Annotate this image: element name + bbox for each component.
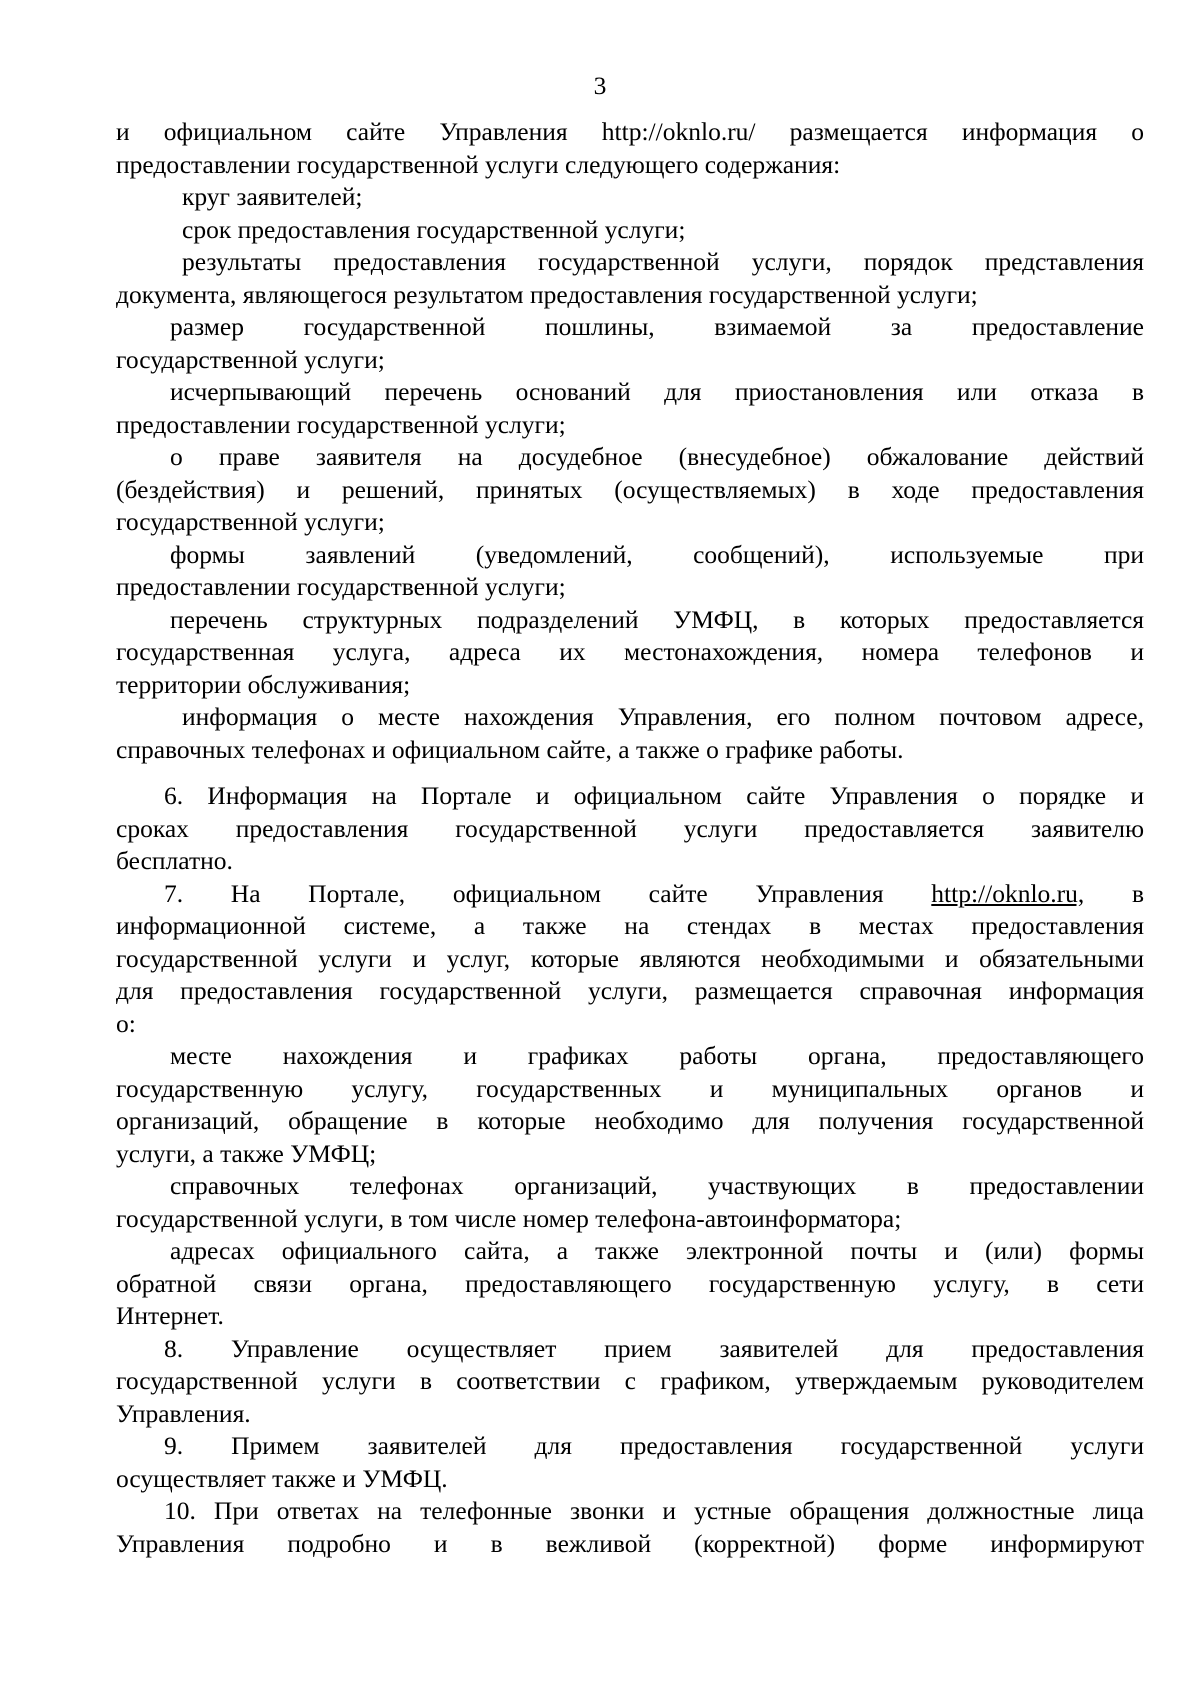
text-line: для предоставления государственной услуги, размещается справочная информация — [116, 976, 1144, 1005]
text-line: документа, являющегося результатом предоставления государственной услуги; — [116, 279, 978, 309]
text-fragment: 7. На Портале, официальном сайте Управления — [164, 878, 884, 908]
text-line: государственной услуги, в том числе номер телефона-автоинформатора; — [116, 1203, 902, 1233]
text-line: государственной услуги и услуг, которые являются необходимыми и обязательными — [116, 943, 1144, 973]
text-line: государственной услуги в соответствии с графиком, утверждаемым руководителем — [116, 1366, 1144, 1395]
list-item: месте нахождения и графиках работы органа, предоставляющего — [170, 1041, 1144, 1070]
text-line: предоставлении государственной услуги следующего содержания: — [116, 149, 841, 179]
paragraph-gap — [116, 766, 1144, 780]
text-line: государственная услуга, адреса их местонахождения, номера телефонов и — [116, 637, 1144, 666]
text-line: сроках предоставления государственной услуги предоставляется заявителю — [116, 813, 1144, 843]
paragraph-6-start: 6. Информация на Портале и официальном сайте Управления о порядке и — [164, 781, 1144, 810]
text-line: (бездействия) и решений, принятых (осуществляемых) в ходе предоставления — [116, 474, 1144, 504]
site-link[interactable]: http://oknlo.ru, — [931, 878, 1085, 908]
paragraph-9-start: 9. Примем заявителей для предоставления государственной услуги — [164, 1431, 1144, 1460]
list-item: формы заявлений (уведомлений, сообщений), используемые при — [170, 539, 1144, 569]
text-line: предоставлении государственной услуги; — [116, 409, 566, 439]
text-line: государственную услугу, государственных и муниципальных органов и — [116, 1073, 1144, 1103]
text-line: осуществляет также и УМФЦ. — [116, 1463, 448, 1493]
text-line: государственной услуги; — [116, 507, 385, 536]
text-line: государственной услуги; — [116, 344, 385, 374]
text-line: территории обслуживания; — [116, 669, 411, 699]
list-item: размер государственной пошлины, взимаемой за предоставление — [170, 312, 1144, 341]
paragraph-10-start: 10. При ответах на телефонные звонки и устные обращения должностные лица — [164, 1496, 1144, 1525]
paragraph-7-start — [116, 878, 1144, 911]
list-item: круг заявителей; — [182, 182, 363, 211]
document-body — [116, 116, 1144, 1560]
list-item: исчерпывающий перечень оснований для приостановления или отказа в — [170, 377, 1144, 406]
text-line: справочных телефонах и официальном сайте, а также о графике работы. — [116, 734, 904, 764]
page-number: 3 — [593, 71, 607, 100]
list-item: перечень структурных подразделений УМФЦ, в которых предоставляется — [170, 604, 1144, 634]
text-line: Управления подробно и в вежливой (корректной) форме информируют — [116, 1528, 1144, 1558]
list-item: о праве заявителя на досудебное (внесудебное) обжалование действий — [170, 442, 1144, 471]
list-item: срок предоставления государственной услуги; — [182, 214, 686, 244]
text-line: о: — [116, 1008, 136, 1038]
list-item: информация о месте нахождения Управления, его полном почтовом адресе, — [182, 702, 1144, 731]
paragraph-8-start: 8. Управление осуществляет прием заявителей для предоставления — [164, 1333, 1144, 1363]
list-item: результаты предоставления государственной услуги, порядок представления — [182, 247, 1144, 276]
text-line: Интернет. — [116, 1301, 224, 1330]
text-line: организаций, обращение в которые необходимо для получения государственной — [116, 1106, 1144, 1135]
text-line: предоставлении государственной услуги; — [116, 572, 566, 601]
list-item: адресах официального сайта, а также электронной почты и (или) формы — [170, 1236, 1144, 1265]
list-item: справочных телефонах организаций, участвующих в предоставлении — [170, 1171, 1144, 1200]
text-line: бесплатно. — [116, 846, 233, 875]
text-line: услуги, а также УМФЦ; — [116, 1138, 377, 1168]
text-line: и официальном сайте Управления http://oknlo.ru/ размещается информация о — [116, 117, 1144, 146]
text-line: Управления. — [116, 1398, 251, 1428]
text-line: обратной связи органа, предоставляющего государственную услугу, в сети — [116, 1268, 1144, 1298]
text-line: информационной системе, а также на стендах в местах предоставления — [116, 911, 1144, 940]
text-fragment: в — [1131, 878, 1144, 908]
